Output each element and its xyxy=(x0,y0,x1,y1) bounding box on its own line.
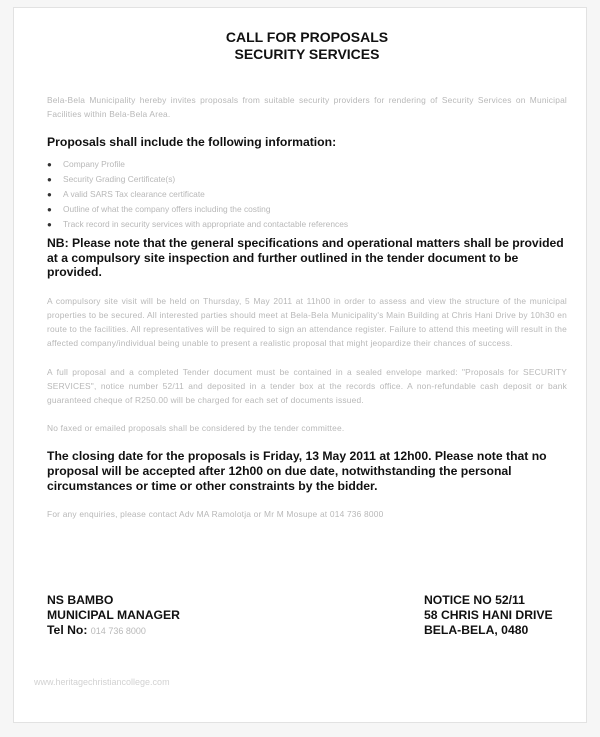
title-line-2: SECURITY SERVICES xyxy=(234,46,380,62)
notice-number: NOTICE NO 52/11 xyxy=(424,593,525,607)
bullet-icon: ● xyxy=(47,190,52,199)
signatory-block xyxy=(47,593,180,639)
list-item: ● Company Profile xyxy=(47,157,567,172)
list-item: ● Security Grading Certificate(s) xyxy=(47,172,567,187)
no-fax-paragraph: No faxed or emailed proposals shall be considered by the tender committee. xyxy=(47,423,345,434)
bullet-icon: ● xyxy=(47,160,52,169)
submission-paragraph: A full proposal and a completed Tender document must be contained in a sealed envelope marked: "Proposals for SECURITY SERVICES", notice number 52/11 and deposited in a tender box at the records office. A non-refundable cash deposit or bank guaranteed cheque of R250.00 will be charged for each set of documents issued. xyxy=(47,366,567,405)
tel-value: 014 736 8000 xyxy=(90,626,146,636)
nb-paragraph: NB: Please note that the general specifications and operational matters shall be provided at a compulsory site inspection and further outlined in the tender document to be provided. xyxy=(47,236,564,280)
notice-title xyxy=(47,29,567,63)
bullet-icon: ● xyxy=(47,205,52,214)
signatory-tel xyxy=(47,623,180,639)
address-block xyxy=(424,593,553,638)
closing-paragraph: The closing date for the proposals is Friday, 13 May 2011 at 12h00. Please note that no proposal will be accepted after 12h00 on due date, notwithstanding the personal circumstances or time or other constraints by the bidder. xyxy=(47,449,547,493)
city-address: BELA-BELA, 0480 xyxy=(424,623,529,637)
street-address: 58 CHRIS HANI DRIVE xyxy=(424,608,553,622)
tel-label: Tel No: xyxy=(47,623,88,637)
watermark-text: www.heritagechristiancollege.com xyxy=(34,677,170,687)
signatory-name: NS BAMBO xyxy=(47,593,114,607)
intro-paragraph: Bela-Bela Municipality hereby invites proposals from suitable security providers for rendering of Security Services on Municipal Facilities within Bela-Bela Area. xyxy=(47,95,567,120)
signatory-position: MUNICIPAL MANAGER xyxy=(47,608,180,622)
list-item: ● A valid SARS Tax clearance certificate xyxy=(47,187,567,202)
include-heading: Proposals shall include the following information: xyxy=(47,135,337,150)
list-item: ● Track record in security services with appropriate and contactable references xyxy=(47,217,567,232)
enquiries-paragraph: For any enquiries, please contact Adv MA Ramolotja or Mr M Mosupe at 014 736 8000 xyxy=(47,509,384,520)
bullet-icon: ● xyxy=(47,175,52,184)
site-visit-paragraph: A compulsory site visit will be held on Thursday, 5 May 2011 at 11h00 in order to assess and view the structure of the municipal properties to be secured. All interested parties should meet at Bela-Bela Municipality's Main Building at Chris Hani Drive by 10h30 en route to the facilities. All representatives will be required to sign an attendance register. Failure to attend this meeting will result in the affected company/individual being unable to present a realistic proposal that might jeopardize their chances of success. xyxy=(47,295,567,349)
bullet-icon: ● xyxy=(47,220,52,229)
notice-body xyxy=(47,29,567,521)
list-item: ● Outline of what the company offers including the costing xyxy=(47,202,567,217)
include-list xyxy=(47,157,567,232)
title-line-1: CALL FOR PROPOSALS xyxy=(225,29,389,45)
document-page xyxy=(13,7,587,723)
